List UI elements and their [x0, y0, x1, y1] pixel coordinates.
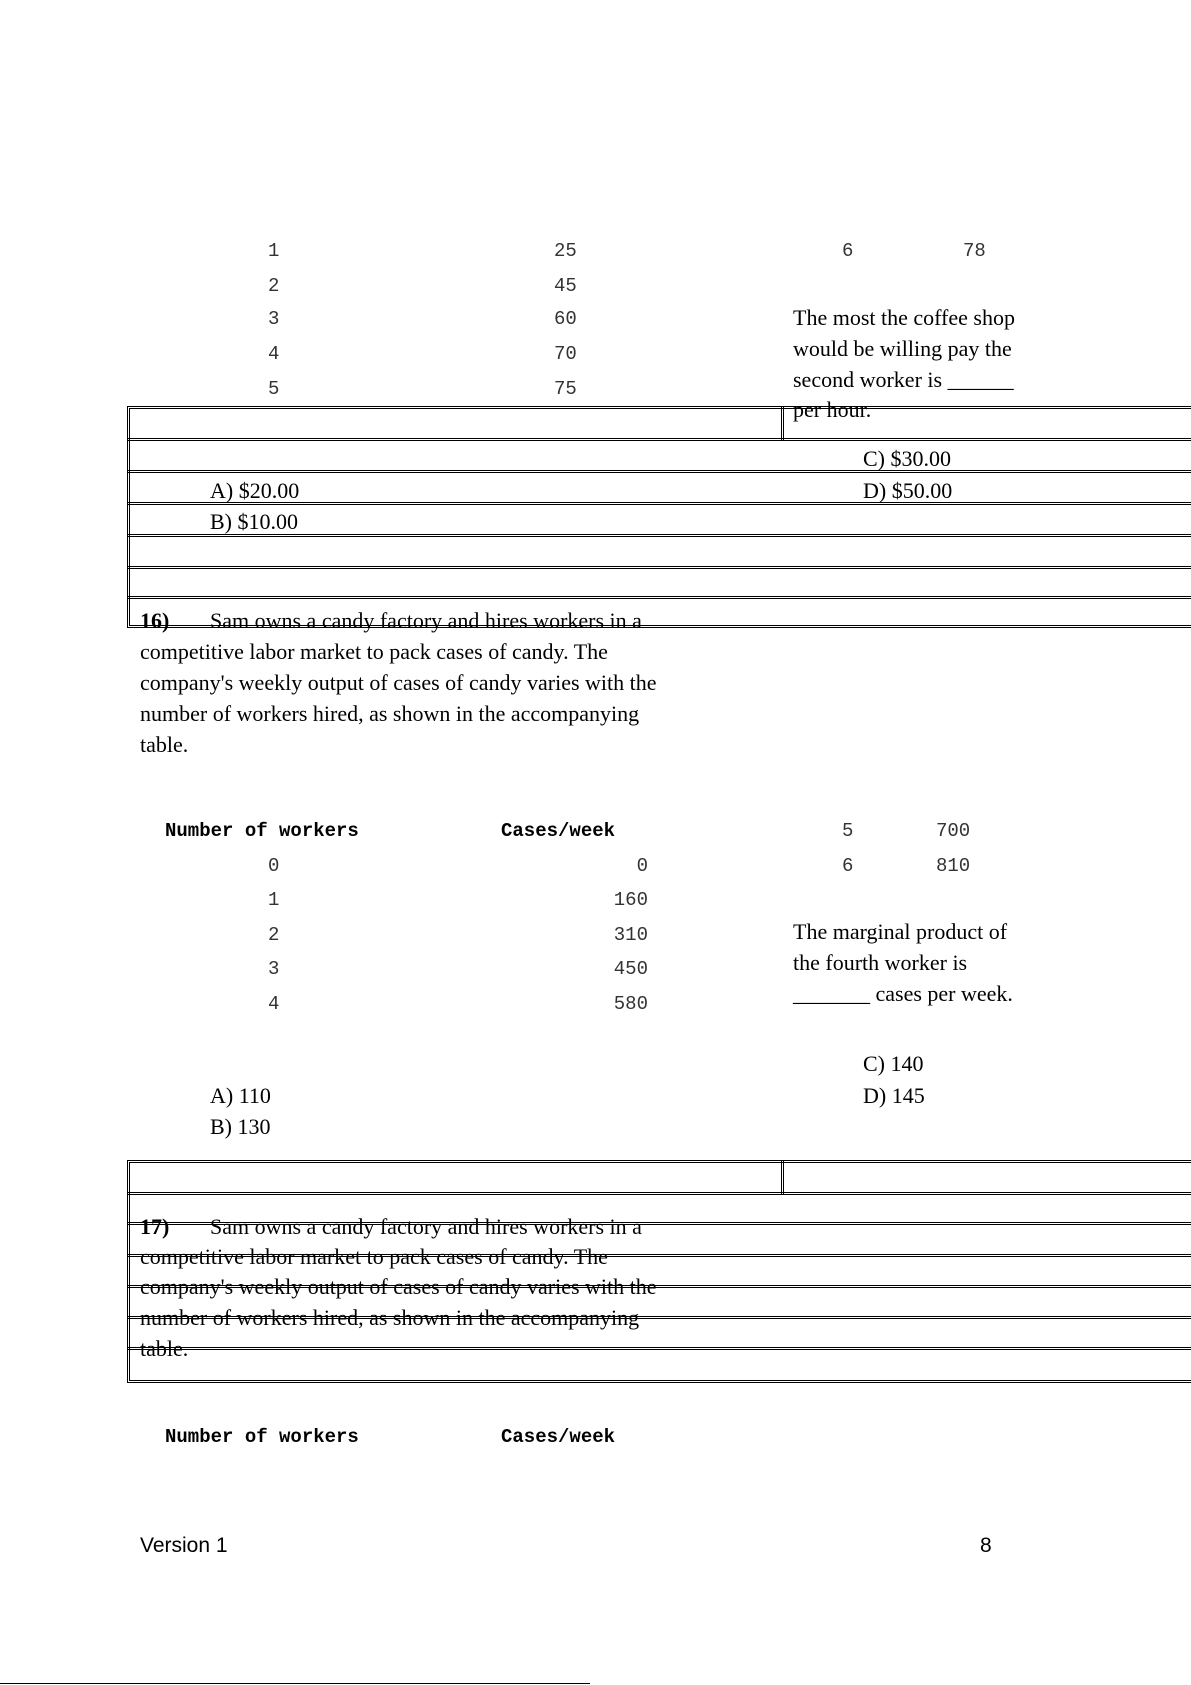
q16-option-a[interactable]: A) 110 — [210, 1083, 271, 1108]
q17-intro-line-3: company's weekly output of cases of candy varies with the — [140, 1274, 657, 1299]
grid-divider — [127, 438, 1191, 441]
q16-cases-1: 160 — [613, 889, 648, 911]
q16-cases-0: 0 — [636, 855, 648, 877]
q16-workers-2: 2 — [268, 924, 280, 946]
footer-page-number: 8 — [980, 1534, 992, 1557]
q16-header-cases: Cases/week — [501, 820, 616, 842]
q15-workers-4: 4 — [268, 343, 280, 365]
q15-workers-5: 5 — [268, 378, 280, 400]
q16-cases-2: 310 — [613, 924, 648, 946]
q16-cases-3: 450 — [613, 958, 648, 980]
q16-option-c[interactable]: C) 140 — [863, 1051, 924, 1076]
q15-option-a[interactable]: A) $20.00 — [210, 478, 300, 503]
grid-divider — [127, 1347, 1191, 1350]
q16-intro-line-5: table. — [140, 732, 189, 757]
q17-intro-line-4: number of workers hired, as shown in the accompanying — [140, 1305, 640, 1330]
bottom-rule — [0, 1683, 590, 1684]
q15-right-value-6: 78 — [963, 240, 986, 262]
q15-value-4: 70 — [554, 343, 577, 365]
grid-divider — [127, 1192, 1191, 1195]
q16-intro-line-3: company's weekly output of cases of candy varies with the — [140, 670, 657, 695]
q16-workers-1: 1 — [268, 889, 280, 911]
q16-number: 16) — [140, 608, 170, 633]
q15-right-workers-6: 6 — [842, 240, 854, 262]
q16-workers-0: 0 — [268, 855, 280, 877]
q16-intro-line-1: Sam owns a candy factory and hires workers in a — [210, 608, 642, 633]
q15-prompt-line-4: per hour. — [793, 397, 872, 422]
q15-value-1: 25 — [554, 240, 577, 262]
q15-workers-2: 2 — [268, 275, 280, 297]
q16-right-workers-6: 6 — [842, 855, 854, 877]
q15-value-2: 45 — [554, 275, 577, 297]
q15-prompt-line-2: would be willing pay the — [793, 336, 1012, 361]
q15-prompt-line-1: The most the coffee shop — [793, 305, 1015, 330]
q17-header-cases: Cases/week — [501, 1426, 616, 1448]
q15-workers-1: 1 — [268, 240, 280, 262]
q15-value-3: 60 — [554, 308, 577, 330]
q16-prompt-line-3: _______ cases per week. — [793, 981, 1013, 1006]
q15-value-5: 75 — [554, 378, 577, 400]
q16-right-workers-5: 5 — [842, 820, 854, 842]
q16-right-cases-5: 700 — [936, 820, 971, 842]
q15-workers-3: 3 — [268, 308, 280, 330]
q16-option-d[interactable]: D) 145 — [863, 1083, 925, 1108]
grid-vertical-divider — [781, 1160, 784, 1194]
q17-intro-line-2: competitive labor market to pack cases of candy. The — [140, 1244, 608, 1269]
q16-header-workers: Number of workers — [165, 820, 359, 842]
q16-prompt-line-2: the fourth worker is — [793, 950, 968, 975]
q17-number: 17) — [140, 1214, 170, 1239]
footer-version: Version 1 — [140, 1534, 228, 1557]
q17-header-workers: Number of workers — [165, 1426, 359, 1448]
q16-right-cases-6: 810 — [936, 855, 971, 877]
grid-divider — [127, 566, 1191, 569]
q15-option-d[interactable]: D) $50.00 — [863, 478, 953, 503]
q15-option-c[interactable]: C) $30.00 — [863, 446, 951, 471]
q17-intro-line-5: table. — [140, 1336, 189, 1361]
q16-prompt-line-1: The marginal product of — [793, 919, 1008, 944]
grid-divider — [127, 596, 1191, 599]
q16-workers-4: 4 — [268, 993, 280, 1015]
grid-divider — [127, 470, 1191, 473]
q16-workers-3: 3 — [268, 958, 280, 980]
q15-prompt-line-3: second worker is ______ — [793, 367, 1014, 392]
q17-intro-line-1: Sam owns a candy factory and hires workers in a — [210, 1214, 642, 1239]
q16-option-b[interactable]: B) 130 — [210, 1114, 271, 1139]
q15-option-b[interactable]: B) $10.00 — [210, 509, 298, 534]
q16-intro-line-4: number of workers hired, as shown in the accompanying — [140, 701, 640, 726]
q16-cases-4: 580 — [613, 993, 648, 1015]
grid-vertical-divider — [781, 406, 784, 440]
q16-intro-line-2: competitive labor market to pack cases of candy. The — [140, 639, 608, 664]
